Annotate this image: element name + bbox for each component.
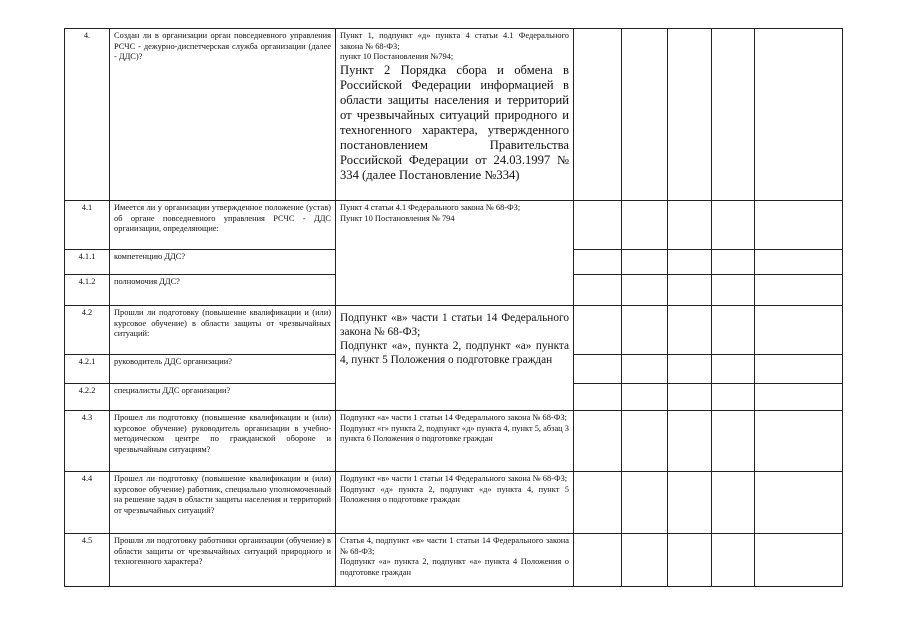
legal-reference <box>336 534 574 587</box>
legal-reference <box>336 201 574 306</box>
row-number: 4.2.2 <box>65 384 110 411</box>
answer-cell[interactable] <box>574 250 622 275</box>
row-number: 4.3 <box>65 411 110 472</box>
answer-cell[interactable] <box>712 275 755 306</box>
answer-cell[interactable] <box>622 411 668 472</box>
notes-cell[interactable] <box>755 275 843 306</box>
answer-cell[interactable] <box>574 306 622 355</box>
legal-reference <box>336 411 574 472</box>
answer-cell[interactable] <box>622 472 668 534</box>
question-text: специалисты ДДС организации? <box>110 384 336 411</box>
answer-cell[interactable] <box>622 29 668 201</box>
reference-line: пункт 10 Постановления №794; <box>340 52 454 62</box>
answer-cell[interactable] <box>574 29 622 201</box>
answer-cell[interactable] <box>712 472 755 534</box>
table-row <box>65 472 843 534</box>
question-text: полномочия ДДС? <box>110 275 336 306</box>
reference-line: Подпункт «в» части 1 статьи 14 Федерального закона № 68-ФЗ; <box>340 474 568 483</box>
answer-cell[interactable] <box>668 411 712 472</box>
table-row <box>65 201 843 250</box>
reference-line-large: Пункт 2 Порядка сбора и обмена в Российской Федерации информацией в области защиты населения и территорий от чрезвычайных ситуаций природного и техногенного характера, утвержденного постановлением Правительства Российской Федерации от 24.03.1997 № 334 (далее Постановление №334) <box>340 62 569 182</box>
answer-cell[interactable] <box>668 275 712 306</box>
question-text: руководитель ДДС организации? <box>110 355 336 384</box>
notes-cell[interactable] <box>755 534 843 587</box>
answer-cell[interactable] <box>574 275 622 306</box>
question-text: Создан ли в организации орган повседневного управления РСЧС - дежурно-диспетчерская служба организации (далее - ДДС)? <box>110 29 336 201</box>
answer-cell[interactable] <box>668 29 712 201</box>
row-number: 4.2.1 <box>65 355 110 384</box>
table-row <box>65 534 843 587</box>
answer-cell[interactable] <box>668 472 712 534</box>
table-row <box>65 306 843 355</box>
row-number: 4.1.1 <box>65 250 110 275</box>
row-number: 4. <box>65 29 110 201</box>
table-row <box>65 411 843 472</box>
question-text: Прошел ли подготовку (повышение квалификации и (или) курсовое обучение) работник, специально уполномоченный на решение задач в области защиты населения и территорий от чрезвычайных ситуаций? <box>110 472 336 534</box>
reference-line: Статья 4, подпункт «в» части 1 статьи 14 Федерального закона № 68-ФЗ; <box>340 536 569 556</box>
question-text: Прошли ли подготовку (повышение квалификации и (или) курсовое обучение) в области защиты от чрезвычайных ситуаций: <box>110 306 336 355</box>
answer-cell[interactable] <box>668 201 712 250</box>
notes-cell[interactable] <box>755 384 843 411</box>
answer-cell[interactable] <box>622 384 668 411</box>
answer-cell[interactable] <box>668 384 712 411</box>
reference-line-large: Подпункт «в» части 1 статьи 14 Федерального закона № 68-ФЗ; <box>340 312 569 338</box>
answer-cell[interactable] <box>622 250 668 275</box>
answer-cell[interactable] <box>668 355 712 384</box>
answer-cell[interactable] <box>574 411 622 472</box>
reference-line: Пункт 10 Постановления № 794 <box>340 213 455 223</box>
question-text: Прошли ли подготовку работники организации (обучение) в области защиты от чрезвычайных ситуаций природного и техногенного характера? <box>110 534 336 587</box>
notes-cell[interactable] <box>755 472 843 534</box>
table-row <box>65 29 843 201</box>
answer-cell[interactable] <box>712 250 755 275</box>
answer-cell[interactable] <box>574 534 622 587</box>
notes-cell[interactable] <box>755 411 843 472</box>
notes-cell[interactable] <box>755 250 843 275</box>
answer-cell[interactable] <box>622 201 668 250</box>
notes-cell[interactable] <box>755 201 843 250</box>
answer-cell[interactable] <box>574 355 622 384</box>
reference-line: Подпункт «а» части 1 статьи 14 Федерального закона № 68-ФЗ; <box>340 413 567 422</box>
answer-cell[interactable] <box>712 306 755 355</box>
question-text: Прошел ли подготовку (повышение квалификации и (или) курсовое обучение) руководитель организации в учебно-методическом центре по гражданской обороне и чрезвычайным ситуациям? <box>110 411 336 472</box>
legal-reference <box>336 29 574 201</box>
answer-cell[interactable] <box>574 384 622 411</box>
reference-line: Подпункт «а» пункта 2, подпункт «а» пункта 4 Положения о подготовке граждан <box>340 557 569 577</box>
answer-cell[interactable] <box>668 250 712 275</box>
answer-cell[interactable] <box>712 201 755 250</box>
answer-cell[interactable] <box>622 355 668 384</box>
answer-cell[interactable] <box>668 534 712 587</box>
row-number: 4.1 <box>65 201 110 250</box>
reference-line: Подпункт «г» пункта 2, подпункт «д» пункта 4, пункт 5, абзац 3 пункта 6 Положения о подготовке граждан <box>340 423 569 444</box>
answer-cell[interactable] <box>712 355 755 384</box>
answer-cell[interactable] <box>622 534 668 587</box>
answer-cell[interactable] <box>712 534 755 587</box>
row-number: 4.5 <box>65 534 110 587</box>
notes-cell[interactable] <box>755 29 843 201</box>
answer-cell[interactable] <box>622 306 668 355</box>
reference-line: Подпункт «д» пункта 2, подпункт «д» пункта 4, пункт 5 Положения о подготовке граждан <box>340 484 569 505</box>
question-text: Имеется ли у организации утвержденное положение (устав) об органе повседневного управления РСЧС - ДДС организации, определяющие: <box>110 201 336 250</box>
notes-cell[interactable] <box>755 355 843 384</box>
row-number: 4.4 <box>65 472 110 534</box>
row-number: 4.2 <box>65 306 110 355</box>
legal-reference <box>336 472 574 534</box>
answer-cell[interactable] <box>574 472 622 534</box>
reference-line-large: Подпункт «а», пункта 2, подпункт «а» пункта 4, пункт 5 Положения о подготовке граждан <box>340 340 569 366</box>
answer-cell[interactable] <box>712 411 755 472</box>
reference-line: Пункт 1, подпункт «д» пункта 4 статьи 4.1 Федерального закона № 68-ФЗ; <box>340 31 569 51</box>
checklist-table <box>64 28 843 587</box>
reference-line: Пункт 4 статьи 4.1 Федерального закона № 68-ФЗ; <box>340 203 521 212</box>
notes-cell[interactable] <box>755 306 843 355</box>
answer-cell[interactable] <box>712 384 755 411</box>
legal-reference <box>336 306 574 411</box>
answer-cell[interactable] <box>712 29 755 201</box>
question-text: компетенцию ДДС? <box>110 250 336 275</box>
answer-cell[interactable] <box>668 306 712 355</box>
answer-cell[interactable] <box>622 275 668 306</box>
row-number: 4.1.2 <box>65 275 110 306</box>
answer-cell[interactable] <box>574 201 622 250</box>
